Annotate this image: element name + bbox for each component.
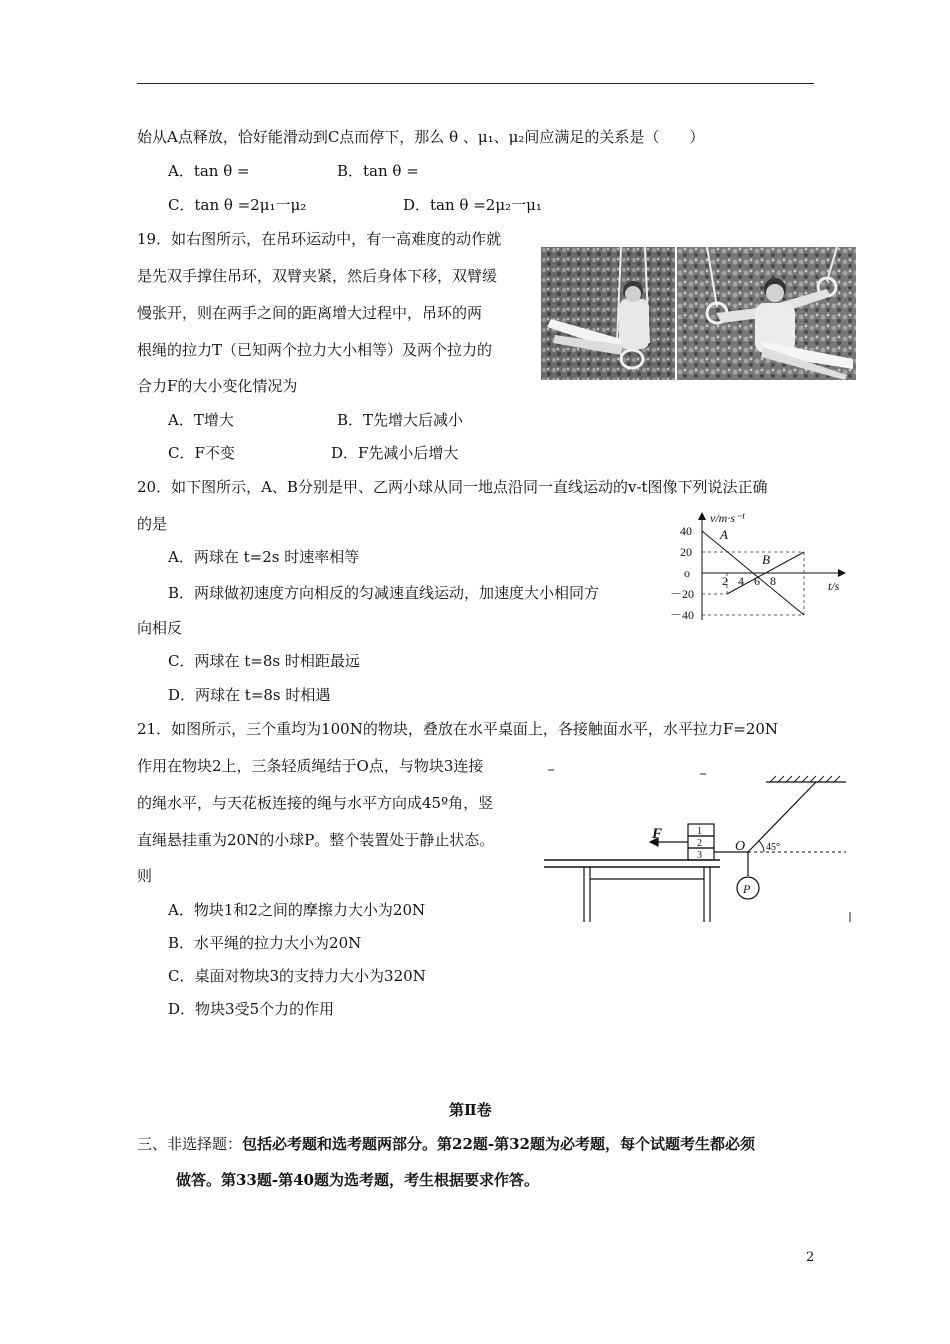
q21-fig-knot-o: O bbox=[735, 839, 746, 854]
q20-option-b-line-2: 向相反 bbox=[137, 619, 183, 637]
q21-fig-block-2: 2 bbox=[697, 838, 702, 849]
q19-line-1: 19．如右图所示，在吊环运动中，有一高难度的动作就 bbox=[137, 230, 502, 248]
q21-fig-block-3: 3 bbox=[697, 850, 702, 861]
q21-figure bbox=[540, 764, 855, 924]
q21-fig-angle: 45° bbox=[766, 842, 780, 853]
q20-option-a: A．两球在 t=2s 时速率相等 bbox=[168, 548, 360, 566]
vt-xtick-2: 2 bbox=[722, 574, 728, 588]
part2-line-2: 做答。第33题-第40题为选考题，考生根据要求作答。 bbox=[176, 1171, 539, 1189]
vt-ylabel: v/m·s⁻¹ bbox=[710, 511, 745, 525]
part2-title: 第Ⅱ卷 bbox=[449, 1101, 492, 1119]
q20-line-2: 的是 bbox=[137, 515, 168, 533]
q19-line-3: 慢张开，则在两手之间的距离增大过程中，吊环的两 bbox=[137, 304, 483, 322]
vt-ytick-neg20: －20 bbox=[670, 587, 695, 601]
q20-option-d: D．两球在 t=8s 时相遇 bbox=[168, 686, 331, 704]
q20-option-c: C．两球在 t=8s 时相距最远 bbox=[168, 652, 360, 670]
q21-option-a: A．物块1和2之间的摩擦力大小为20N bbox=[168, 901, 426, 919]
q18-option-c: C．tan θ =2μ₁一μ₂ bbox=[168, 196, 307, 214]
q20-option-b-line-1: B．两球做初速度方向相反的匀减速直线运动，加速度大小相同方 bbox=[168, 584, 600, 602]
part2-line-1-bold: 包括必考题和选考题两部分。第22题-第32题为必考题，每个试题考生都必须 bbox=[242, 1135, 755, 1153]
q19-option-a: A．T增大 bbox=[168, 411, 234, 429]
q19-line-5: 合力F的大小变化情况为 bbox=[137, 377, 298, 395]
q19-line-4: 根绳的拉力T（已知两个拉力大小相等）及两个拉力的 bbox=[137, 341, 493, 359]
q19-line-2: 是先双手撑住吊环，双臂夹紧，然后身体下移，双臂缓 bbox=[137, 267, 498, 285]
vt-xlabel: t/s bbox=[828, 579, 840, 593]
q21-option-d: D．物块3受5个力的作用 bbox=[168, 1000, 335, 1018]
vt-xtick-4: 4 bbox=[738, 574, 744, 588]
gymnast-photo-1 bbox=[541, 247, 675, 380]
q21-line-5: 则 bbox=[137, 867, 153, 885]
header-rule bbox=[137, 83, 814, 84]
q18-stem: 始从A点释放，恰好能滑动到C点而停下，那么 θ 、μ₁、μ₂间应满足的关系是（ ） bbox=[137, 128, 705, 146]
vt-xtick-8: 8 bbox=[770, 574, 776, 588]
q21-fig-force-label: F bbox=[652, 826, 663, 842]
vt-ytick-40: 40 bbox=[680, 524, 692, 538]
vt-xtick-6: 6 bbox=[754, 574, 760, 588]
vt-ytick-neg40: －40 bbox=[670, 608, 695, 622]
q21-option-c: C．桌面对物块3的支持力大小为320N bbox=[168, 967, 426, 985]
page-number: 2 bbox=[806, 1250, 815, 1265]
q21-line-2: 作用在物块2上，三条轻质绳结于O点，与物块3连接 bbox=[137, 757, 484, 775]
vt-ytick-20: 20 bbox=[680, 545, 692, 559]
vt-label-b: B bbox=[762, 552, 770, 567]
part2-line-1-prefix: 三、非选择题： bbox=[137, 1135, 243, 1153]
gymnast-photo-2 bbox=[677, 247, 856, 380]
vt-label-a: A bbox=[720, 527, 728, 542]
q18-option-a: A．tan θ = bbox=[168, 162, 250, 180]
q21-line-4: 直绳悬挂重为20N的小球P。整个装置处于静止状态。 bbox=[137, 831, 495, 849]
q21-line-3: 的绳水平，与天花板连接的绳与水平方向成45º角，竖 bbox=[137, 794, 494, 812]
vt-origin: o bbox=[684, 566, 690, 580]
q20-line-1: 20．如下图所示，A、B分别是甲、乙两小球从同一地点沿同一直线运动的v-t图像下列说法正确 bbox=[137, 478, 768, 496]
q19-option-b: B．T先增大后减小 bbox=[337, 411, 464, 429]
q21-option-b: B．水平绳的拉力大小为20N bbox=[168, 934, 362, 952]
q21-line-1: 21．如图所示，三个重均为100N的物块，叠放在水平桌面上，各接触面水平，水平拉力F=20N bbox=[137, 720, 779, 738]
q21-fig-block-1: 1 bbox=[697, 826, 702, 837]
vt-graph bbox=[670, 508, 850, 626]
q18-option-d: D．tan θ =2μ₂一μ₁ bbox=[403, 196, 542, 214]
q21-fig-ball-p: P bbox=[743, 882, 751, 896]
q18-option-b: B．tan θ = bbox=[337, 162, 419, 180]
q19-option-c: C．F不变 bbox=[168, 444, 235, 462]
part2-line-1 bbox=[137, 1134, 755, 1154]
q19-option-d: D．F先减小后增大 bbox=[331, 444, 459, 462]
